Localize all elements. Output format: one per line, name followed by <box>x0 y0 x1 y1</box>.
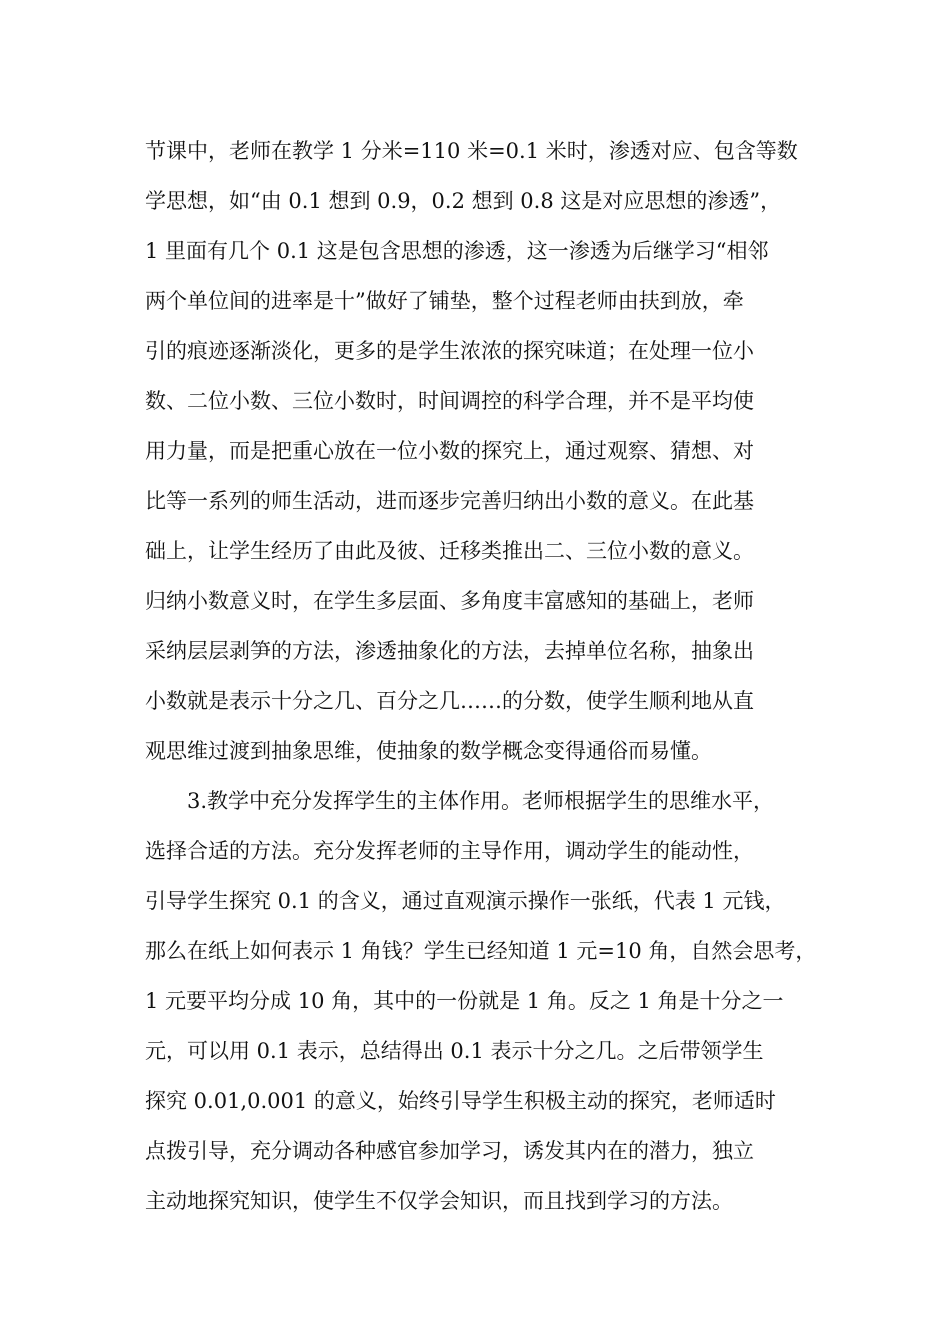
text-line-indented: 3.教学中充分发挥学生的主体作用。老师根据学生的思维水平， <box>187 789 775 813</box>
text-line: 元，可以用 0.1 表示，总结得出 0.1 表示十分之几。之后带领学生 <box>145 1039 764 1063</box>
text-line: 用力量，而是把重心放在一位小数的探究上，通过观察、猜想、对 <box>145 439 754 463</box>
text-line: 主动地探究知识，使学生不仅学会知识，而且找到学习的方法。 <box>145 1189 733 1213</box>
text-line: 两个单位间的进率是十”做好了铺垫，整个过程老师由扶到放，牵 <box>145 289 744 313</box>
text-line: 数、二位小数、三位小数时，时间调控的科学合理，并不是平均使 <box>145 389 754 413</box>
text-line: 引导学生探究 0.1 的含义，通过直观演示操作一张纸，代表 1 元钱， <box>145 889 786 913</box>
text-line: 观思维过渡到抽象思维，使抽象的数学概念变得通俗而易懂。 <box>145 739 712 763</box>
text-line: 1 元要平均分成 10 角，其中的一份就是 1 角。反之 1 角是十分之一 <box>145 989 784 1013</box>
text-line: 比等一系列的师生活动，进而逐步完善归纳出小数的意义。在此基 <box>145 489 754 513</box>
paragraph-2 <box>145 776 825 1226</box>
text-line: 1 里面有几个 0.1 这是包含思想的渗透，这一渗透为后继学习“相邻 <box>145 239 769 263</box>
text-line: 础上，让学生经历了由此及彼、迁移类推出二、三位小数的意义。 <box>145 539 754 563</box>
text-line: 那么在纸上如何表示 1 角钱？学生已经知道 1 元=10 角，自然会思考， <box>145 939 817 963</box>
text-line: 学思想，如“由 0.1 想到 0.9，0.2 想到 0.8 这是对应思想的渗透”， <box>145 189 782 213</box>
text-line: 归纳小数意义时，在学生多层面、多角度丰富感知的基础上，老师 <box>145 589 754 613</box>
text-line: 采纳层层剥笋的方法，渗透抽象化的方法，去掉单位名称，抽象出 <box>145 639 754 663</box>
paragraph-1 <box>145 126 825 776</box>
text-line: 引的痕迹逐渐淡化，更多的是学生浓浓的探究味道；在处理一位小 <box>145 339 754 363</box>
text-line: 节课中，老师在教学 1 分米=110 米=0.1 米时，渗透对应、包含等数 <box>145 139 798 163</box>
text-line: 点拨引导，充分调动各种感官参加学习，诱发其内在的潜力，独立 <box>145 1139 754 1163</box>
text-line: 选择合适的方法。充分发挥老师的主导作用，调动学生的能动性， <box>145 839 754 863</box>
text-line: 探究 0.01,0.001 的意义，始终引导学生积极主动的探究，老师适时 <box>145 1089 776 1113</box>
text-line: 小数就是表示十分之几、百分之几……的分数，使学生顺利地从直 <box>145 689 754 713</box>
